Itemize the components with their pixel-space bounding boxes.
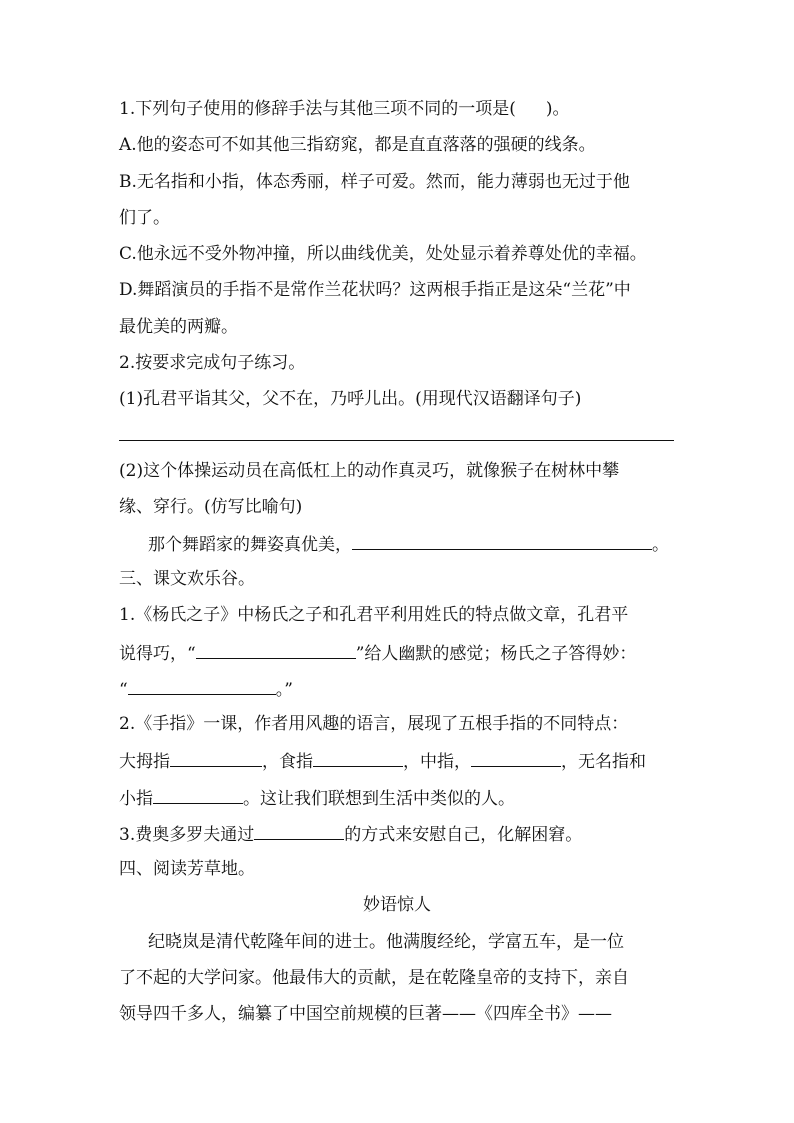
section4-title: 四、阅读芳草地。 bbox=[119, 859, 255, 879]
q2-title: 2.按要求完成句子练习。 bbox=[119, 353, 306, 373]
kong-blank[interactable] bbox=[196, 640, 356, 659]
s3-q2-fingers: 大拇指 ，食指 ，中指， ，无名指和 bbox=[119, 748, 646, 774]
thumb-blank[interactable] bbox=[170, 748, 262, 767]
article-para-line-1: 纪晓岚是清代乾隆年间的进士。他满腹经纶，学富五车，是一位 bbox=[148, 932, 624, 952]
q1-option-d-cont: 最优美的两瓣。 bbox=[119, 317, 238, 337]
s3-q1-cont: 说得巧，“ ”给人幽默的感觉；杨氏之子答得妙： bbox=[119, 640, 636, 666]
middle-blank[interactable] bbox=[471, 748, 561, 767]
simile-blank[interactable] bbox=[352, 531, 652, 550]
q1-option-b-cont: 们了。 bbox=[119, 208, 170, 228]
q2-simile-line: 那个舞蹈家的舞姿真优美， 。 bbox=[148, 531, 669, 557]
yang-blank[interactable] bbox=[128, 676, 276, 695]
little-finger-blank[interactable] bbox=[153, 785, 243, 804]
q1-option-a: A.他的姿态可不如其他三指窈窕，都是直直落落的强硬的线条。 bbox=[119, 135, 596, 155]
q2-part1: (1)孔君平诣其父，父不在，乃呼儿出。(用现代汉语翻译句子) bbox=[119, 389, 582, 409]
s3-q3: 3.费奥多罗夫通过 的方式来安慰自己，化解困窘。 bbox=[119, 821, 582, 847]
q2-part2: (2)这个体操运动员在高低杠上的动作真灵巧，就像猴子在树林中攀 bbox=[119, 461, 620, 481]
article-para-line-2: 了不起的大学问家。他最伟大的贡献，是在乾隆皇帝的支持下，亲自 bbox=[119, 968, 629, 988]
q1-option-d: D.舞蹈演员的手指不是常作兰花状吗？这两根手指正是这朵“兰花”中 bbox=[119, 280, 631, 300]
method-blank[interactable] bbox=[254, 821, 344, 840]
article-title: 妙语惊人 bbox=[363, 895, 431, 915]
q1-stem: 1.下列句子使用的修辞手法与其他三项不同的一项是( )。 bbox=[119, 99, 570, 119]
s3-q1-answer: “ 。” bbox=[119, 676, 293, 702]
s3-q1: 1.《杨氏之子》中杨氏之子和孔君平利用姓氏的特点做文章，孔君平 bbox=[119, 605, 629, 625]
index-blank[interactable] bbox=[313, 748, 403, 767]
section3-title: 三、课文欢乐谷。 bbox=[119, 569, 255, 589]
q1-option-c: C.他永远不受外物冲撞，所以曲线优美，处处显示着养尊处优的幸福。 bbox=[119, 244, 647, 264]
s3-q2-cont: 小指 。这让我们联想到生活中类似的人。 bbox=[119, 785, 515, 811]
article-para-line-3: 领导四千多人，编纂了中国空前规模的巨著——《四库全书》—— bbox=[119, 1004, 612, 1024]
answer-line-1[interactable] bbox=[119, 440, 674, 441]
q2-part2-cont: 缘、穿行。(仿写比喻句) bbox=[119, 497, 303, 517]
s3-q2: 2.《手指》一课，作者用风趣的语言，展现了五根手指的不同特点： bbox=[119, 714, 629, 734]
q1-option-b: B.无名指和小指，体态秀丽，样子可爱。然而，能力薄弱也无过于他 bbox=[119, 172, 630, 192]
